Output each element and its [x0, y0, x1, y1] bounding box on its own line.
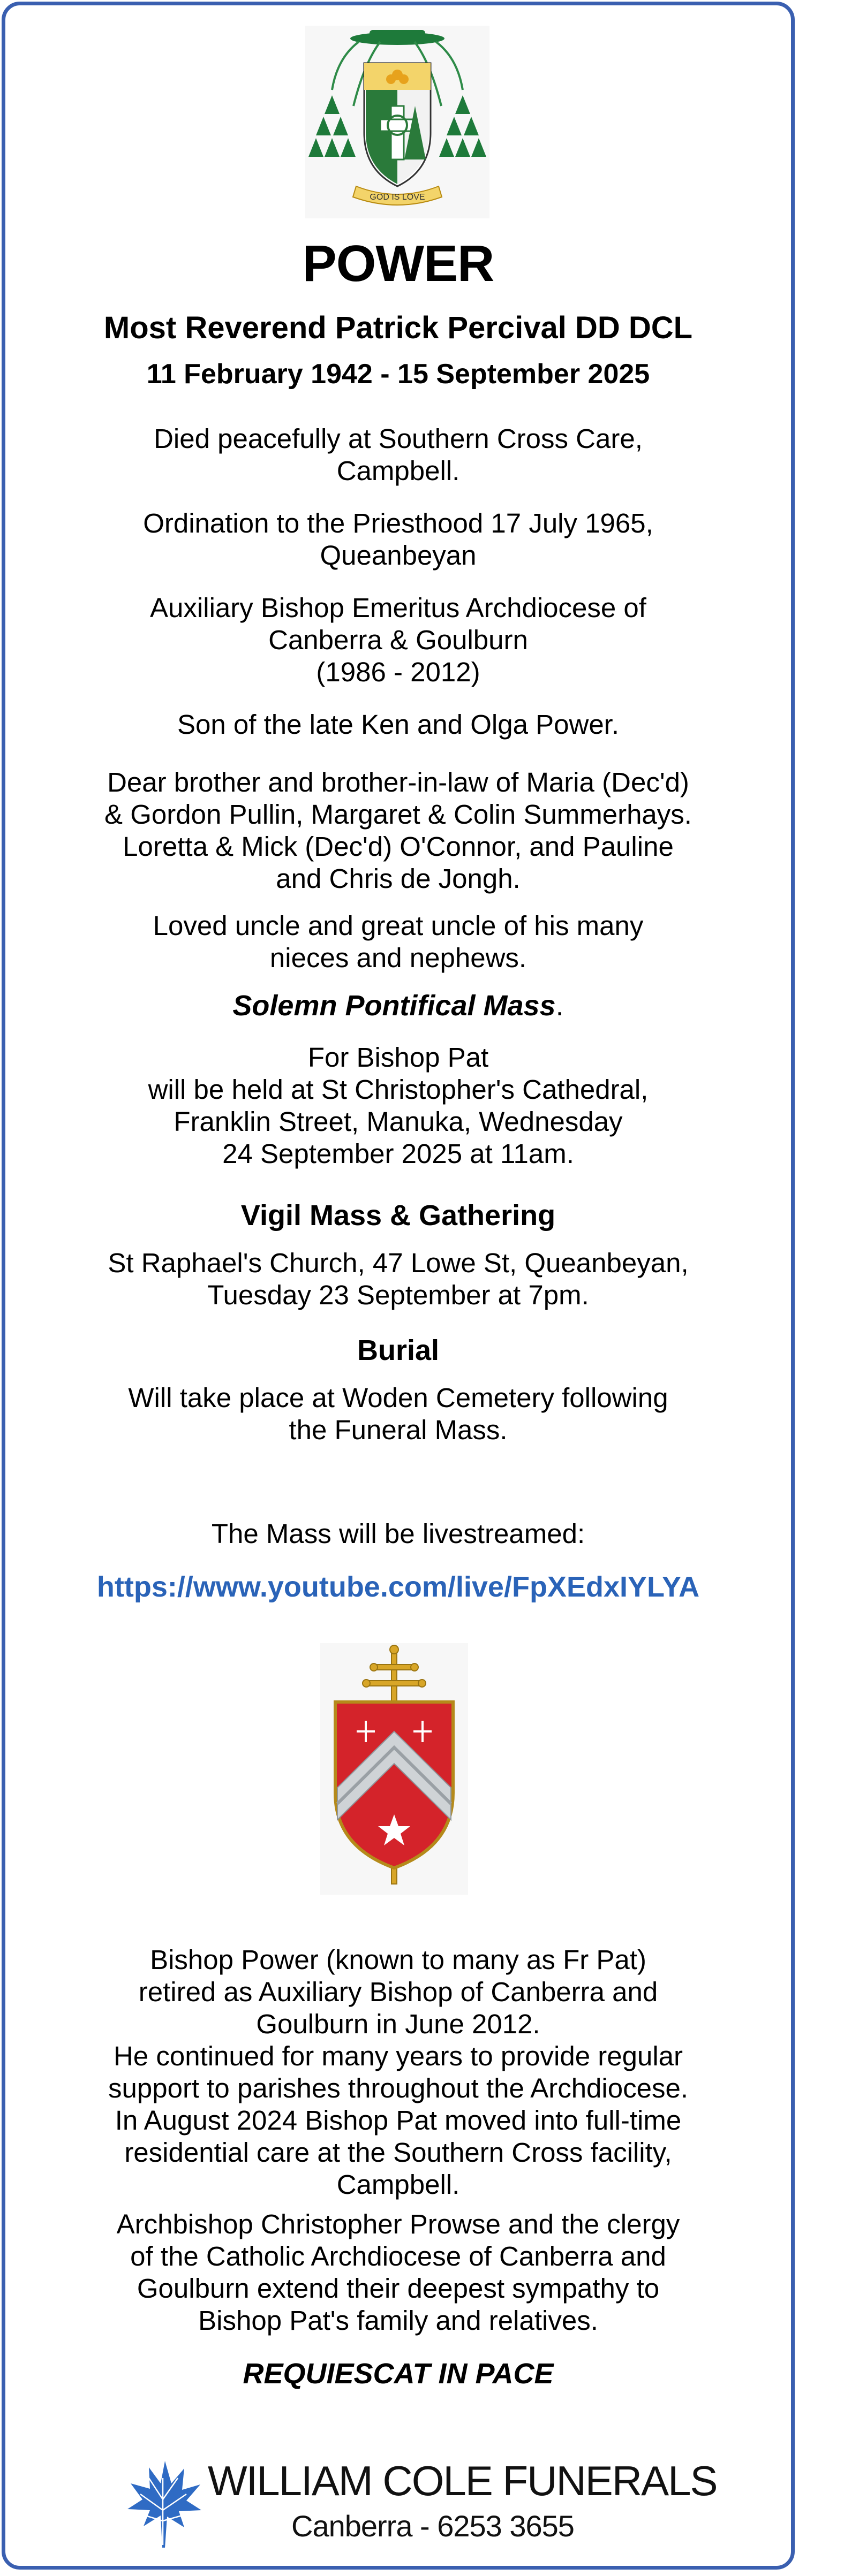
vigil-details: St Raphael's Church, 47 Lowe St, Queanbeyan, Tuesday 23 September at 7pm. [108, 1248, 689, 1310]
son-of-text: Son of the late Ken and Olga Power. [177, 709, 620, 740]
mass-heading-text: Solemn Pontifical Mass [232, 990, 556, 1022]
funeral-director-logo [122, 2457, 717, 2553]
leaf-logo-icon [122, 2457, 202, 2553]
family-text: Dear brother and brother-in-law of Maria (Dec'd) & Gordon Pullin, Margaret & Colin Summerhays. Loretta & Mick (Dec'd) O'Connor, and Pauline and Chris de Jongh. [104, 767, 692, 894]
episcopal-coat-of-arms-icon [305, 26, 489, 218]
burial-details: Will take place at Woden Cemetery following the Funeral Mass. [128, 1382, 668, 1445]
archdiocese-shield-icon [320, 1643, 468, 1895]
requiescat-text: REQUIESCAT IN PACE [243, 2358, 554, 2390]
crest-motto: GOD IS LOVE [370, 193, 425, 202]
funeral-director-phone: Canberra - 6253 3655 [291, 2509, 574, 2543]
deceased-full-name: Most Reverend Patrick Percival DD DCL [103, 310, 693, 345]
mass-heading-suffix: . [555, 990, 564, 1022]
funeral-director-name: WILLIAM COLE FUNERALS [208, 2457, 717, 2504]
deceased-surname: POWER [302, 235, 494, 292]
life-dates: 11 February 1942 - 15 September 2025 [146, 359, 650, 390]
burial-heading: Burial [357, 1334, 440, 1366]
sympathy-text: Archbishop Christopher Prowse and the clergy of the Catholic Archdiocese of Canberra and Goulburn extend their deepest sympathy to Bishop Pat's family and relatives. [116, 2209, 680, 2336]
auxiliary-bishop-text: Auxiliary Bishop Emeritus Archdiocese of Canberra & Goulburn (1986 - 2012) [150, 592, 646, 687]
vigil-heading: Vigil Mass & Gathering [240, 1199, 556, 1232]
bio-retired-text: Bishop Power (known to many as Fr Pat) retired as Auxiliary Bishop of Canberra and Goulburn in June 2012. He continued for many years to provide regular support to parishes throughout the Archdiocese. In August 2024 Bishop Pat moved into full-time residential care at the Southern Cross facility, Campbell. [108, 1944, 689, 2200]
died-text: Died peacefully at Southern Cross Care, Campbell. [154, 423, 643, 486]
livestream-label: The Mass will be livestreamed: [211, 1518, 585, 1549]
mass-heading [5, 989, 791, 1022]
livestream-link[interactable]: https://www.youtube.com/live/FpXEdxIYLYA [96, 1571, 700, 1603]
uncle-text: Loved uncle and great uncle of his many nieces and nephews. [153, 910, 644, 973]
ordination-text: Ordination to the Priesthood 17 July 1965, Queanbeyan [143, 508, 653, 571]
mass-details: For Bishop Pat will be held at St Christopher's Cathedral, Franklin Street, Manuka, Wednesday 24 September 2025 at 11am. [148, 1042, 649, 1169]
